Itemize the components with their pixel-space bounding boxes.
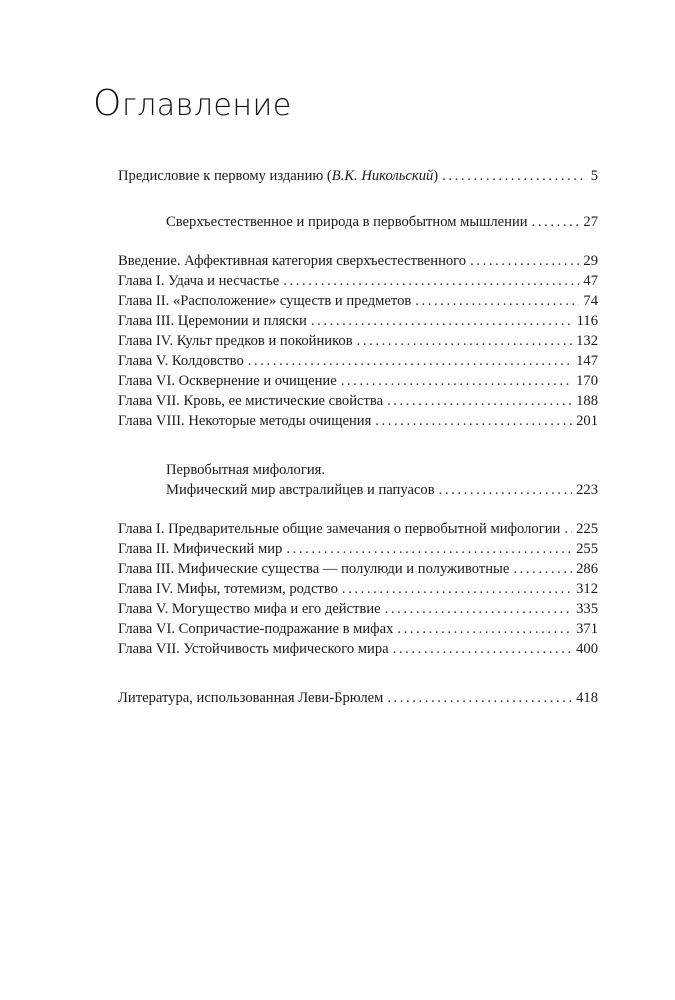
toc-leader-dots (415, 291, 579, 311)
toc-entry-page: 335 (576, 601, 598, 617)
toc-entry[interactable] (118, 559, 598, 579)
toc-entry-label: Глава II. Мифический мир (118, 541, 283, 557)
toc-entry[interactable] (118, 411, 598, 431)
toc-entry-label: Глава I. Удача и несчастье (118, 273, 280, 289)
toc-leader-dots (564, 519, 572, 539)
toc-entry-page: 201 (576, 413, 598, 429)
toc-entry-page: 132 (576, 333, 598, 349)
toc-leader-dots (283, 271, 579, 291)
toc-section-heading[interactable] (118, 212, 598, 232)
table-of-contents (118, 166, 598, 708)
toc-entry-label: Глава V. Колдовство (118, 353, 244, 369)
toc-entry[interactable] (118, 519, 598, 539)
toc-leader-dots (393, 639, 573, 659)
toc-section-heading-line: Первобытная мифология. (166, 462, 325, 478)
toc-leader-dots (387, 391, 572, 411)
toc-entry-label: Предисловие к первому изданию (В.К. Никольский) (118, 168, 439, 184)
toc-leader-dots (357, 331, 572, 351)
toc-section-heading[interactable] (118, 480, 598, 500)
toc-entry-page: 255 (576, 541, 598, 557)
toc-entry-label: Глава VII. Кровь, ее мистические свойства (118, 393, 384, 409)
toc-entry[interactable] (118, 599, 598, 619)
toc-entry-page: 400 (576, 641, 598, 657)
toc-entry-page: 116 (576, 313, 598, 329)
toc-entry-label: Сверхъестественное и природа в первобытном мышлении (166, 214, 528, 230)
toc-entry-page: 312 (576, 581, 598, 597)
toc-entry-page: 188 (576, 393, 598, 409)
toc-leader-dots (385, 599, 572, 619)
toc-entry-page: 286 (576, 561, 598, 577)
toc-entry-page: 147 (576, 353, 598, 369)
toc-entry[interactable] (118, 271, 598, 291)
toc-entry[interactable] (118, 391, 598, 411)
toc-leader-dots (439, 480, 572, 500)
toc-entry-label: Введение. Аффективная категория сверхъестественного (118, 253, 467, 269)
toc-entry-label: Глава V. Могущество мифа и его действие (118, 601, 381, 617)
toc-entry-page: 371 (576, 621, 598, 637)
page-title-initial: О (93, 83, 122, 124)
toc-section-2-list (118, 519, 598, 659)
toc-entry-label: Глава IV. Культ предков и покойников (118, 333, 353, 349)
toc-entry-page: 29 (583, 253, 598, 269)
toc-entry[interactable] (118, 351, 598, 371)
toc-entry[interactable] (118, 371, 598, 391)
toc-entry-page: 223 (576, 482, 598, 498)
toc-leader-dots (311, 311, 573, 331)
toc-entry[interactable] (118, 251, 598, 271)
toc-entry[interactable] (118, 539, 598, 559)
toc-entry-label: Глава I. Предварительные общие замечания о первобытной мифологии (118, 521, 561, 537)
toc-leader-dots (470, 251, 579, 271)
toc-entry-label: Глава VII. Устойчивость мифического мира (118, 641, 389, 657)
toc-entry-label: Глава VI. Осквернение и очищение (118, 373, 337, 389)
toc-entry-author: В.К. Никольский (331, 168, 434, 184)
toc-section-1-list (118, 251, 598, 431)
toc-leader-dots (286, 539, 572, 559)
toc-entry-page: 5 (590, 168, 598, 184)
toc-entry[interactable] (118, 639, 598, 659)
toc-leader-dots (387, 688, 572, 708)
toc-entry-label: Глава VI. Сопричастие-подражание в мифах (118, 621, 394, 637)
toc-entry-label: Глава III. Мифические существа — полулюди и полуживотные (118, 561, 510, 577)
toc-leader-dots (442, 166, 587, 186)
toc-leader-dots (375, 411, 572, 431)
toc-entry[interactable] (118, 619, 598, 639)
toc-leader-dots (513, 559, 572, 579)
toc-leader-dots (532, 212, 580, 232)
toc-entry-label: Глава II. «Расположение» существ и предметов (118, 293, 412, 309)
toc-entry-label: Глава III. Церемонии и пляски (118, 313, 307, 329)
toc-entry-page: 170 (576, 373, 598, 389)
toc-entry[interactable] (118, 291, 598, 311)
toc-entry[interactable] (118, 579, 598, 599)
toc-entry-label: Глава VIII. Некоторые методы очищения (118, 413, 372, 429)
toc-entry-page: 47 (583, 273, 598, 289)
toc-entry[interactable] (118, 311, 598, 331)
toc-entry[interactable] (118, 331, 598, 351)
toc-entry-label: Литература, использованная Леви-Брюлем (118, 690, 384, 706)
toc-entry-preface[interactable] (118, 166, 598, 186)
toc-leader-dots (248, 351, 572, 371)
toc-leader-dots (341, 371, 572, 391)
toc-leader-dots (397, 619, 572, 639)
toc-entry-literature[interactable] (118, 688, 598, 708)
page-title (93, 83, 292, 124)
toc-leader-dots (342, 579, 572, 599)
toc-entry-page: 418 (576, 690, 598, 706)
page-title-rest: главление (121, 88, 292, 123)
toc-entry-label: Мифический мир австралийцев и папуасов (166, 482, 435, 498)
toc-entry-page: 74 (583, 293, 598, 309)
toc-entry-page: 27 (583, 214, 598, 230)
toc-entry-page: 225 (576, 521, 598, 537)
toc-entry-label: Глава IV. Мифы, тотемизм, родство (118, 581, 338, 597)
